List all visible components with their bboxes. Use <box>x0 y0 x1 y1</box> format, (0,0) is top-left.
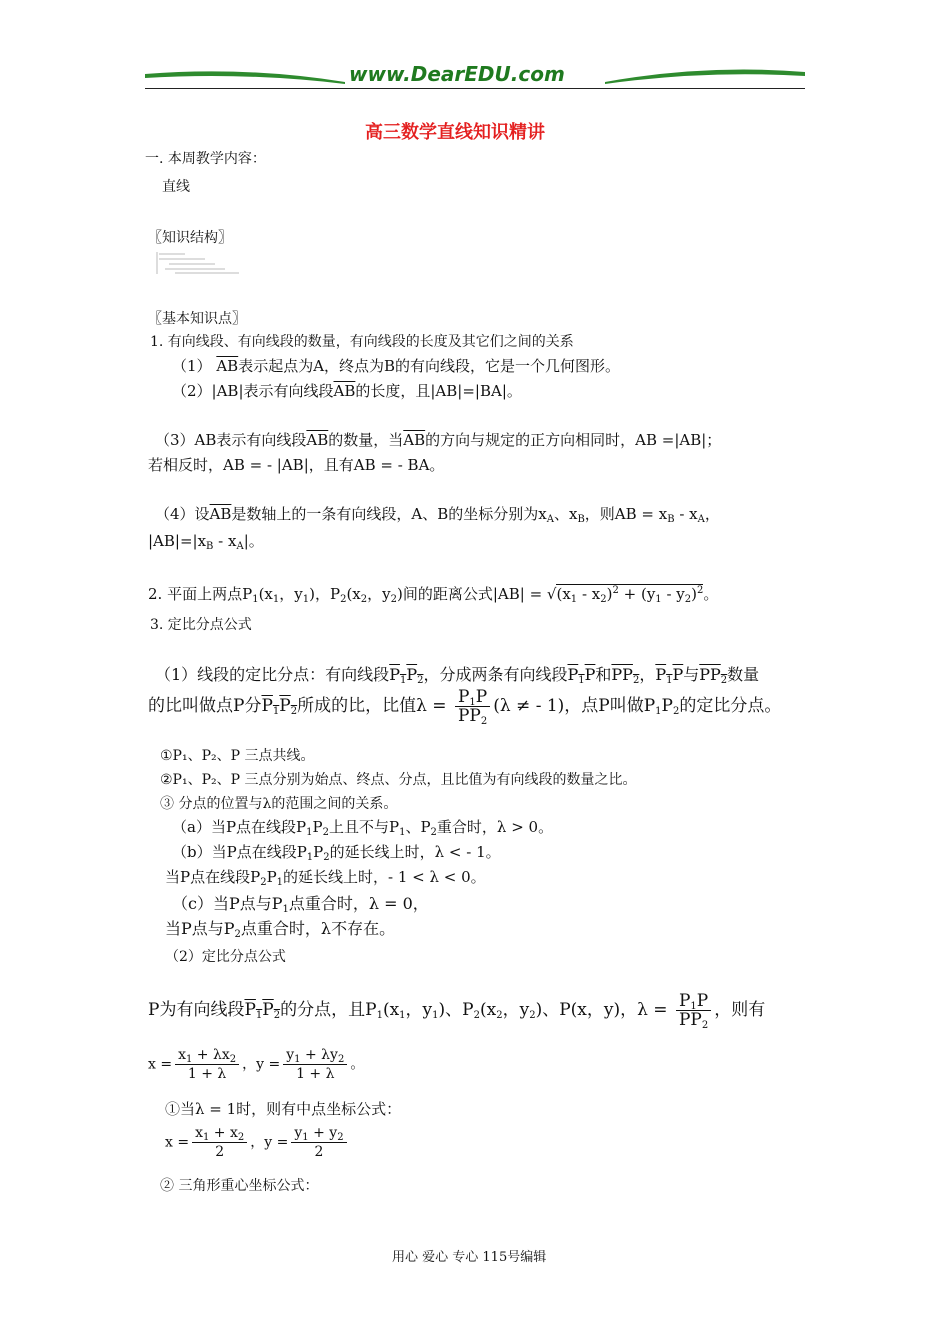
structure-diagram <box>155 248 241 276</box>
item1-heading: 1. 有向线段、有向线段的数量，有向线段的长度及其它们之间的关系 <box>150 334 574 350</box>
item3-sub2: （2）定比分点公式 <box>165 949 286 965</box>
item3-centroid: ② 三角形重心坐标公式： <box>160 1178 319 1194</box>
page-title: 高三数学直线知识精讲 <box>365 122 545 143</box>
item1-p2: （2）|AB|表示有向线段$\overline{AB}$的长度，且|AB|=|BA|。 <box>172 382 522 400</box>
item3-heading: 3. 定比分点公式 <box>150 617 252 633</box>
knowledge-structure-label: 〖知识结构〗 <box>148 230 232 246</box>
logo-text: www.DearEDU.com <box>349 62 565 86</box>
item3-mid1: ①当λ = 1时，则有中点坐标公式： <box>165 1100 402 1118</box>
header-logo <box>145 60 805 88</box>
item3-c3: ③ 分点的位置与λ的范围之间的关系。 <box>160 796 398 812</box>
item3-c2: ②P₁、P₂、P 三点分别为始点、终点、分点，且比值为有向线段的数量之比。 <box>160 772 637 788</box>
item3-cb2: 当P点在线段$P_2P_1$的延长线上时，- 1 < λ < 0。 <box>165 868 486 888</box>
item1-p3: （3）AB表示有向线段$\overline{AB}$的数量，当$\overline{AB}$的方向与规定的正方向相同时，AB =|AB|； <box>155 431 722 449</box>
item3-def2: 的比叫做点P分$P_1P_2$所成的比，比值λ = $\frac{P_1P}{PP_2}$ (λ ≠ - 1)，点P叫做$P_1P_2$的定比分点。 <box>148 687 782 727</box>
section-topic: 直线 <box>162 179 190 195</box>
ratio-fraction: $\frac{P_1P}{PP_2}$ <box>455 688 490 725</box>
item3-formula-lead: P为有向线段$P_1P_2$的分点，且$P_1(x_1$，$y_1$)、$P_2(x_2$，$y_2$)、P(x，y)，λ = $\frac{P_1P}{PP_2}$ ，则有 <box>148 991 766 1031</box>
midpoint-formula: x = $\frac{x_1 + x_2}{2}$ ，y = $\frac{y_1 + y_2}{2}$ <box>165 1124 350 1161</box>
page-footer: 用心 爱心 专心 115号编辑 <box>392 1250 547 1265</box>
item3-cc: （c）当P点与$P_1$点重合时，λ = 0， <box>172 894 429 915</box>
item1-p4: （4）设$\overline{AB}$是数轴上的一条有向线段，A、B的坐标分别为$x_A$、$x_B$，则AB = $x_B - x_A$， <box>155 505 720 525</box>
item1-p3-line2: 若相反时，AB = - |AB|，且有AB = - BA。 <box>148 456 445 474</box>
item3-cc2: 当P点与$P_2$点重合时，λ不存在。 <box>165 919 396 940</box>
item3-cb: （b）当P点在线段$P_1P_2$的延长线上时，λ < - 1。 <box>172 843 501 863</box>
item1-p4-line2: $|AB|=|x_B - x_A|$。 <box>148 532 264 552</box>
item2-distance: 2. 平面上两点$P_1(x_1$，$y_1$)，$P_2(x_2$，$y_2$)间的距离公式$|AB| = √(x_1 - x_2)^2 + (y_1 - y_2)^2$。 <box>148 585 719 605</box>
item3-ca: （a）当P点在线段$P_1P_2$上且不与$P_1$、$P_2$重合时，λ > 0。 <box>172 818 554 838</box>
item3-c1: ①P₁、P₂、P 三点共线。 <box>160 748 315 764</box>
lambda-fraction: $\frac{P_1P}{PP_2}$ <box>676 992 711 1029</box>
item3-def1: （1）线段的定比分点：有向线段$P_1P_2$，分成两条有向线段$P_1P$和$PP_2$，$P_1P$与$PP_2$数量 <box>155 665 760 686</box>
header-rule <box>145 88 805 89</box>
basic-points-label: 〖基本知识点〗 <box>148 311 246 327</box>
section-formula: x = $\frac{x_1 + \lambda x_2}{1 + \lambda}$ ，y = $\frac{y_1 + \lambda y_2}{1 + \lambda}$ 。 <box>148 1047 365 1082</box>
section-heading: 一. 本周教学内容： <box>145 151 266 167</box>
item1-p1: （1） $\overline{AB}$表示起点为A，终点为B的有向线段，它是一个几何图形。 <box>172 357 621 375</box>
